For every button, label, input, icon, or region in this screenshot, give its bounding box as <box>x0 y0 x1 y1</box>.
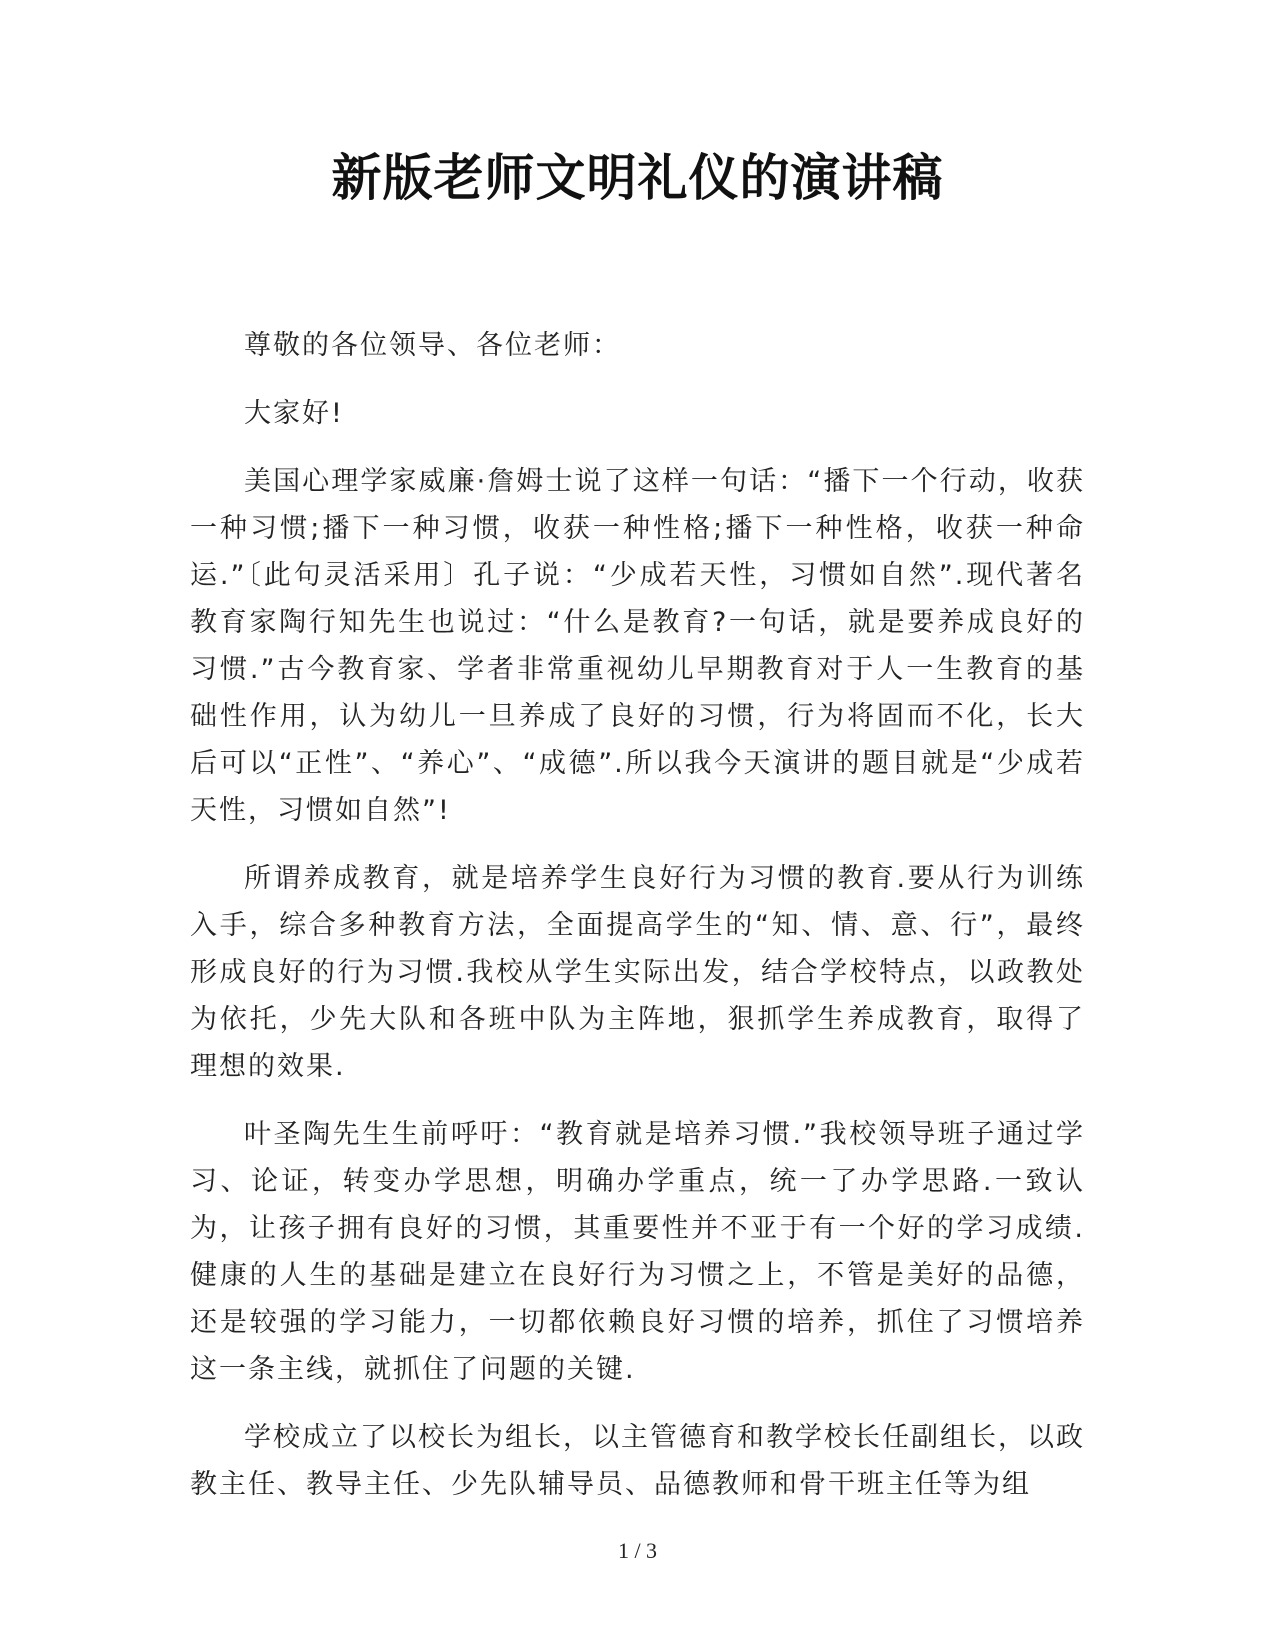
paragraph-school-group: 学校成立了以校长为组长，以主管德育和教学校长任副组长，以政教主任、教导主任、少先队辅导员、品德教师和骨干班主任等为组 <box>190 1422 1085 1500</box>
paragraph-greeting: 大家好! <box>244 398 344 429</box>
paragraph-salutation: 尊敬的各位领导、各位老师： <box>244 330 621 361</box>
paragraph-quotes: 美国心理学家威廉·詹姆士说了这样一句话：“播下一个行动，收获一种习惯;播下一种习惯，收获一种性格;播下一种性格，收获一种命运.”〔此句灵活采用〕孔子说：“少成若天性，习惯如自然”.现代著名教育家陶行知先生也说过：“什么是教育?一句话，就是要养成良好的习惯.”古今教育家、学者非常重视幼儿早期教育对于人一生教育的基础性作用，认为幼儿一旦养成了良好的习惯，行为将固而不化，长大后可以“正性”、“养心”、“成德”.所以我今天演讲的题目就是“少成若天性，习惯如自然”! <box>190 466 1085 826</box>
document-body <box>190 322 1085 1529</box>
paragraph-ye-shengtao: 叶圣陶先生生前呼吁：“教育就是培养习惯.”我校领导班子通过学习、论证，转变办学思想，明确办学重点，统一了办学思路.一致认为，让孩子拥有良好的习惯，其重要性并不亚于有一个好的学习成绩.健康的人生的基础是建立在良好行为习惯之上，不管是美好的品德，还是较强的学习能力，一切都依赖良好习惯的培养，抓住了习惯培养这一条主线，就抓住了问题的关键. <box>190 1119 1085 1385</box>
page-number: 1 / 3 <box>617 1538 658 1563</box>
document-title: 新版老师文明礼仪的演讲稿 <box>331 148 944 207</box>
paragraph-habit-education: 所谓养成教育，就是培养学生良好行为习惯的教育.要从行为训练入手，综合多种教育方法，全面提高学生的“知、情、意、行”，最终形成良好的行为习惯.我校从学生实际出发，结合学校特点，以政教处为依托，少先大队和各班中队为主阵地，狠抓学生养成教育，取得了理想的效果. <box>190 863 1085 1082</box>
